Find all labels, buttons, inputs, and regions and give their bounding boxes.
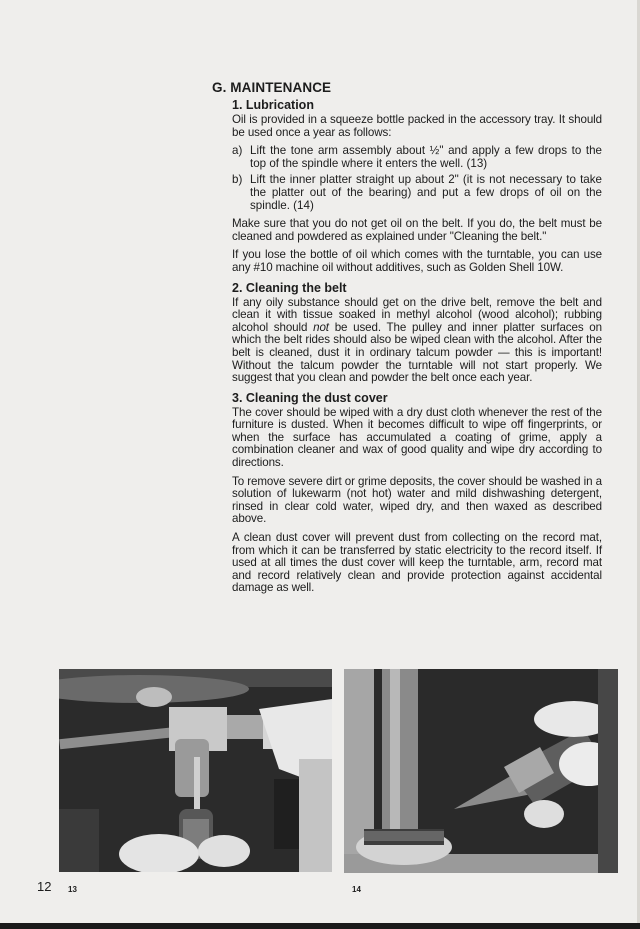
- maintenance-section: [212, 80, 602, 601]
- step-label: b): [232, 173, 243, 187]
- step-text: Lift the tone arm assembly about ½" and apply a few drops to the top of the spindle where it enters the well. (13): [250, 144, 602, 170]
- belt-text-emphasis: not: [313, 320, 329, 334]
- dust-cover-paragraph: A clean dust cover will prevent dust from collecting on the record mat, from which it can be transferred by static electricity to the record itself. If used at all times the dust cover will keep the turntable, arm, record mat and record relatively clean and provide protection against accidental damage as well.: [232, 531, 602, 595]
- page-number: 12: [37, 879, 52, 894]
- section-title: G. MAINTENANCE: [212, 80, 332, 95]
- dust-cover-heading: 3. Cleaning the dust cover: [232, 390, 388, 405]
- lubrication-step: [232, 145, 602, 170]
- lubrication-heading: 1. Lubrication: [232, 98, 314, 112]
- lubrication-lost-bottle: If you lose the bottle of oil which comes with the turntable, you can use any #10 machine oil without additives, such as Golden Shell 10W.: [232, 248, 602, 274]
- belt-heading: 2. Cleaning the belt: [232, 280, 347, 295]
- dust-cover-paragraph: The cover should be wiped with a dry dust cloth whenever the rest of the furniture is dusted. When it becomes difficult to wipe off fingerprints, or when the surface has accumulated a coating of grime, apply a combination cleaner and wax of good quality and wipe dry according to directions.: [232, 405, 602, 470]
- figure-13-caption: 13: [68, 885, 77, 894]
- step-text: Lift the inner platter straight up about 2" (it is not necessary to take the platter out of the bearing) and put a few drops of oil on the spindle. (14): [250, 173, 602, 212]
- figure-14-caption: 14: [352, 885, 361, 894]
- lubrication-step: [232, 174, 602, 212]
- belt-text-before: If any oily substance should get on the drive belt, remove the belt and clean it with tissue soaked in methyl alcohol (wood alcohol); rubbing alcohol should: [232, 295, 602, 334]
- figure-13-photo: [59, 669, 332, 872]
- lubrication-note: Make sure that you do not get oil on the belt. If you do, the belt must be cleaned and powdered as explained under "Cleaning the belt.": [232, 217, 602, 243]
- step-label: a): [232, 144, 243, 158]
- belt-text-after: be used. The pulley and inner platter surfaces on which the belt rides should also be wiped clean with the alcohol. After the belt is cleaned, dust it in ordinary talcum powder — this is important! Without the talcum powder the turntable will not start properly. We suggest that you clean and powder the belt once each year.: [232, 320, 602, 385]
- lubrication-intro: Oil is provided in a squeeze bottle packed in the accessory tray. It should be used once a year as follows:: [232, 113, 602, 139]
- belt-paragraph: [232, 297, 602, 385]
- dust-cover-paragraph: To remove severe dirt or grime deposits, the cover should be washed in a solution of lukewarm (not hot) water and mild dishwashing detergent, rinsed in clear cold water, wiped dry, and then waxed as described above.: [232, 474, 602, 526]
- scan-border: [0, 923, 640, 929]
- figure-14-photo: [344, 669, 618, 873]
